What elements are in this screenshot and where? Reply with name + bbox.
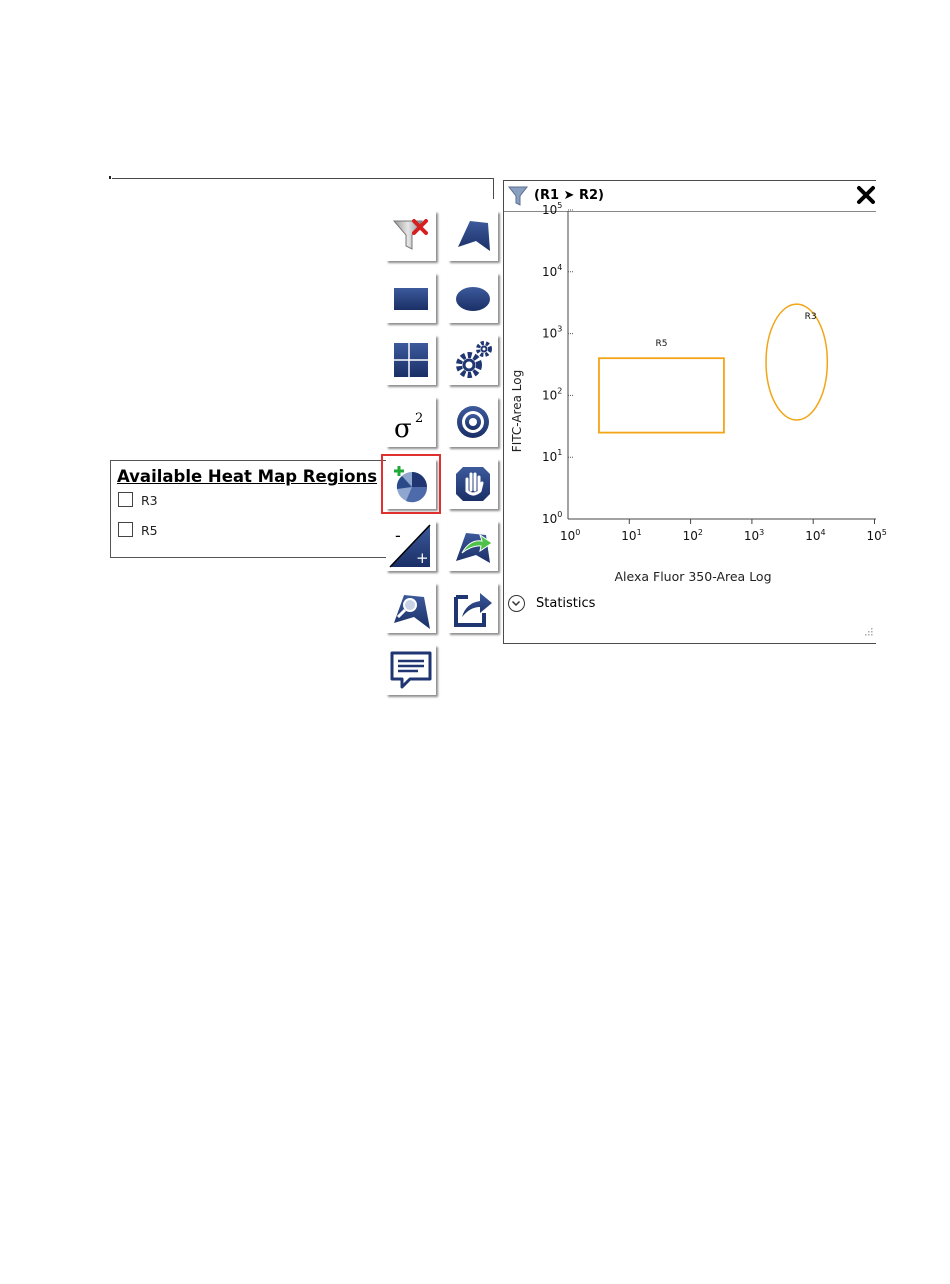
plot-window <box>503 180 887 644</box>
svg-text:+: + <box>416 549 429 567</box>
region-label: R5 <box>655 339 668 350</box>
funnel-delete-icon <box>386 211 436 261</box>
region-checkbox[interactable] <box>118 522 133 537</box>
target-icon <box>448 397 498 447</box>
comment-icon <box>386 645 436 695</box>
polygon-region-button[interactable] <box>448 211 498 261</box>
hand-icon <box>448 459 498 509</box>
x-tick-label: $10^5$ <box>866 528 887 543</box>
y-tick-label: $10^0$ <box>542 510 563 526</box>
zoom-scale-button[interactable] <box>386 521 436 571</box>
target-button[interactable] <box>448 397 498 447</box>
region-r5-rect <box>599 358 724 432</box>
y-tick-label: $10^2$ <box>542 386 563 403</box>
gears-icon <box>448 335 498 385</box>
y-tick-exponent: 0 <box>557 510 563 519</box>
y-tick-exponent: 3 <box>557 324 563 334</box>
x-tick-exponent: 1 <box>636 528 642 537</box>
statistics-button[interactable] <box>386 397 436 447</box>
polygon-icon <box>448 211 498 261</box>
y-axis-label: FITC-Area Log <box>510 369 524 453</box>
filter-icon <box>508 185 528 207</box>
region-label: R5 <box>141 523 158 538</box>
add-heatmap-button[interactable] <box>386 459 436 509</box>
y-tick-exponent: 5 <box>557 201 563 210</box>
resize-grip-icon[interactable] <box>862 627 874 639</box>
region-export-icon <box>448 521 498 571</box>
y-tick-label: $10^5$ <box>542 201 563 217</box>
region-label: R3 <box>804 312 817 323</box>
svg-text:2: 2 <box>415 411 424 426</box>
y-tick-exponent: 2 <box>557 386 563 396</box>
region-r3-ellipse <box>766 304 827 420</box>
clear-gates-button[interactable] <box>386 211 436 261</box>
share-icon <box>448 583 498 633</box>
statistics-label: Statistics <box>536 596 596 611</box>
comment-button[interactable] <box>386 645 436 695</box>
pan-button[interactable] <box>448 459 498 509</box>
zoom-region-button[interactable] <box>386 583 436 633</box>
x-tick-label: $10^4$ <box>805 528 826 543</box>
y-tick-exponent: 1 <box>557 448 563 458</box>
x-axis-label: Alexa Fluor 350-Area Log <box>614 569 772 584</box>
scatter-plot[interactable] <box>504 201 887 591</box>
region-checkbox[interactable] <box>118 492 133 507</box>
x-tick-exponent: 4 <box>820 528 826 537</box>
plot-title: (R1 ➤ R2) <box>534 188 604 203</box>
region-zoom-icon <box>386 583 436 633</box>
x-tick-exponent: 5 <box>881 528 887 537</box>
ellipse-region-button[interactable] <box>448 273 498 323</box>
quadrant-region-button[interactable] <box>386 335 436 385</box>
x-tick-label: $10^2$ <box>682 528 703 543</box>
svg-text:-: - <box>395 526 401 545</box>
x-tick-exponent: 0 <box>575 528 581 537</box>
host-panel <box>112 178 494 199</box>
export-region-button[interactable] <box>448 521 498 571</box>
y-tick-exponent: 4 <box>557 262 563 272</box>
panel-marker <box>109 176 111 179</box>
y-tick-label: $10^4$ <box>542 262 563 279</box>
chevron-down-icon <box>508 595 525 612</box>
share-button[interactable] <box>448 583 498 633</box>
y-tick-label: $10^1$ <box>542 448 563 465</box>
x-tick-label: $10^0$ <box>560 528 581 543</box>
rectangle-icon <box>386 273 436 323</box>
heatmap-add-icon <box>386 459 436 509</box>
heatmap-regions-panel <box>110 460 387 558</box>
x-tick-label: $10^3$ <box>743 528 765 543</box>
rectangle-region-button[interactable] <box>386 273 436 323</box>
x-tick-exponent: 2 <box>697 528 703 537</box>
quadrant-icon <box>386 335 436 385</box>
svg-text:σ: σ <box>394 414 412 444</box>
y-tick-label: $10^3$ <box>542 324 563 341</box>
x-tick-exponent: 3 <box>759 528 765 537</box>
heatmap-regions-title: Available Heat Map Regions <box>117 467 378 486</box>
ellipse-icon <box>448 273 498 323</box>
scale-plus-minus-icon <box>386 521 436 571</box>
close-icon[interactable] <box>855 184 877 206</box>
x-tick-label: $10^1$ <box>621 528 642 543</box>
settings-button[interactable] <box>448 335 498 385</box>
region-label: R3 <box>141 493 158 508</box>
sigma-squared-icon <box>386 397 436 447</box>
